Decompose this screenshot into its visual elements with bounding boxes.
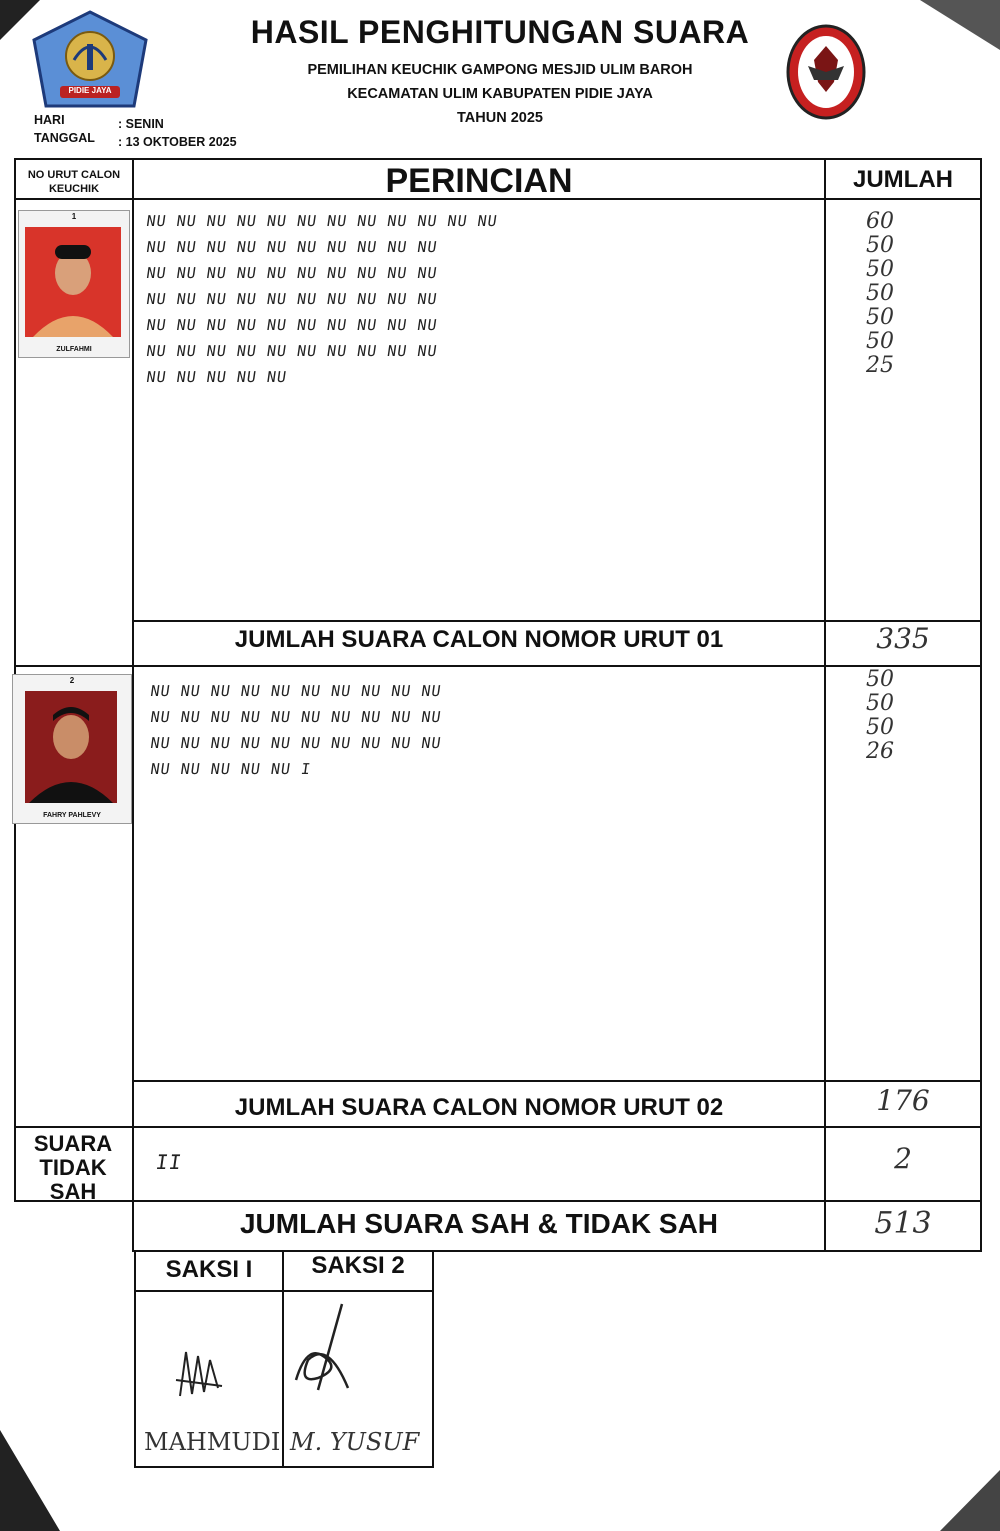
tally-row: NU NU NU NU NU NU NU NU NU NU [145,290,439,308]
tanggal-value: : 13 OKTOBER 2025 [118,135,237,149]
left-logo-text: PIDIE JAYA [68,86,112,95]
candidate-1-name: ZULFAHMI [56,346,92,353]
col-header-perincian: PERINCIAN [385,162,573,200]
tally-row: NU NU NU NU NU NU NU NU NU NU [149,708,443,726]
grand-total: 513 [874,1206,932,1241]
row-count: 50 [866,667,894,692]
candidate-2-tally [150,682,820,786]
row-count: 50 [866,281,894,306]
row-count: 50 [866,305,894,330]
tally-row: NU NU NU NU NU NU NU NU NU NU [145,264,439,282]
tally-row: NU NU NU NU NU NU NU NU NU NU NU NU [145,212,499,230]
col-header-jumlah: JUMLAH [853,166,953,193]
grand-total-label: JUMLAH SUARA SAH & TIDAK SAH [239,1208,719,1239]
row-count: 26 [866,739,894,764]
candidate-1-total: 335 [876,622,930,655]
tally-row: NU NU NU NU NU [145,368,289,386]
candidate-1-number: 1 [71,212,77,221]
election-name: PEMILIHAN KEUCHIK GAMPONG MESJID ULIM BAROH [307,62,693,78]
invalid-votes-tally: II [154,1150,184,1174]
district-name: KECAMATAN ULIM KABUPATEN PIDIE JAYA [347,86,653,102]
candidate-2-name: FAHRY PAHLEVY [43,812,101,819]
invalid-votes-total: 2 [894,1142,912,1175]
candidate-1-total-label: JUMLAH SUARA CALON NOMOR URUT 01 [234,626,724,653]
tally-row: NU NU NU NU NU NU NU NU NU NU [149,682,443,700]
election-year: TAHUN 2025 [457,110,543,126]
row-count: 50 [866,233,894,258]
tally-row: NU NU NU NU NU NU NU NU NU NU [149,734,443,752]
tanggal-label: TANGGAL [34,131,95,145]
candidate-2-total: 176 [876,1084,930,1117]
col-header-no-urut: NO URUT CALON KEUCHIK [27,169,121,195]
row-count: 50 [866,329,894,354]
invalid-votes-label: SUARA TIDAK SAH [33,1131,113,1204]
witness-1-label: SAKSI I [165,1256,253,1283]
row-count: 50 [866,715,894,740]
tally-row: NU NU NU NU NU NU NU NU NU NU [145,342,439,360]
tally-row: NU NU NU NU NU NU NU NU NU NU [145,316,439,334]
candidate-1-row-counts [866,210,926,378]
witness-2-label: SAKSI 2 [311,1252,405,1279]
candidate-1-portrait [19,223,127,341]
candidate-1-tally [146,212,816,394]
row-count: 60 [866,209,894,234]
candidate-2-total-label: JUMLAH SUARA CALON NOMOR URUT 02 [234,1094,724,1121]
page-title: HASIL PENGHITUNGAN SUARA [250,14,750,50]
witness-1-name: MAHMUDI [144,1428,281,1456]
row-count: 25 [866,353,894,378]
row-count: 50 [866,257,894,282]
candidate-2-row-counts [866,668,926,764]
witness-2-signature [288,1300,358,1400]
candidate-1-photo [18,210,130,358]
row-count: 50 [866,691,894,716]
tally-row: NU NU NU NU NU NU NU NU NU NU [145,238,439,256]
tally-row: NU NU NU NU NU I [149,760,313,778]
candidate-2-photo [12,674,132,824]
witness-2-name: M. YUSUF [290,1428,420,1456]
candidate-2-number: 2 [69,676,75,685]
witness-1-signature [170,1336,230,1406]
hari-value: : SENIN [118,117,164,131]
candidate-2-portrait [13,687,129,807]
hari-label: HARI [34,113,65,127]
